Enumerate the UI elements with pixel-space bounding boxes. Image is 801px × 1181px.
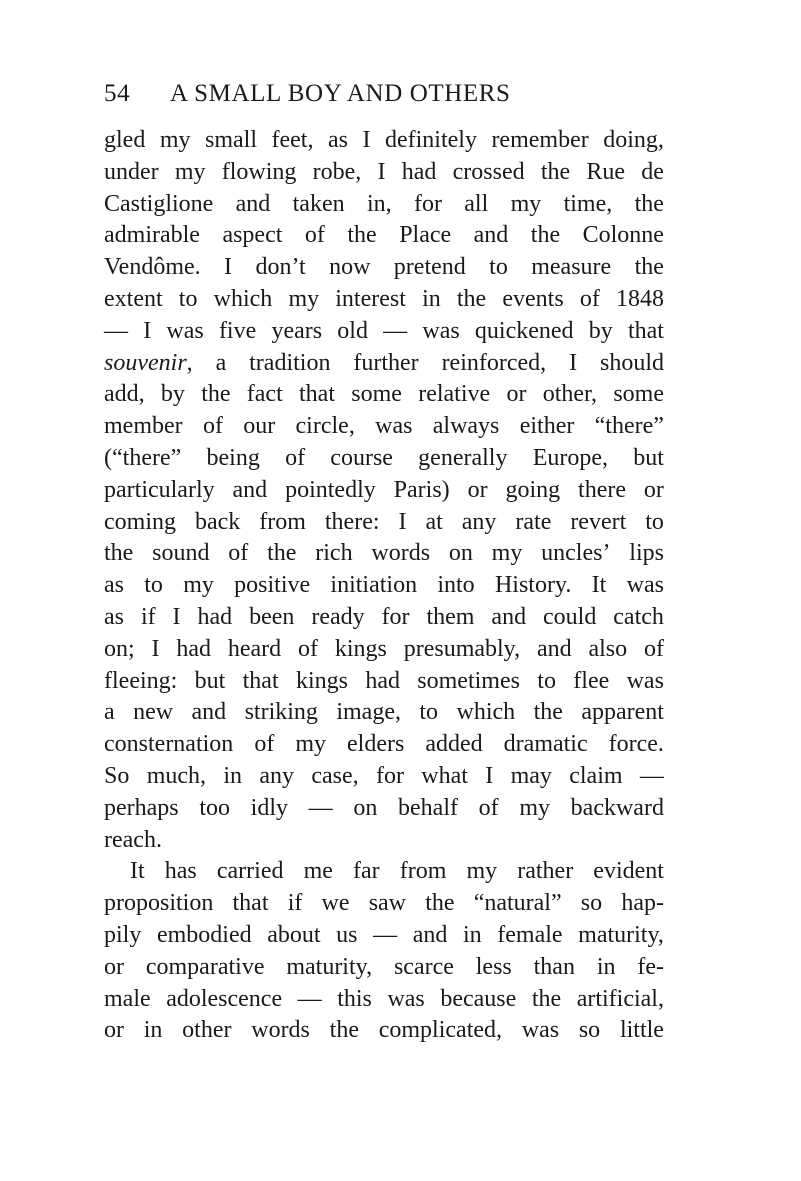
word: and xyxy=(536,635,572,662)
word: being xyxy=(206,444,260,471)
word: of xyxy=(254,731,275,758)
word: any xyxy=(259,762,294,789)
word: fact xyxy=(246,381,283,408)
word: of xyxy=(298,635,318,662)
word: by xyxy=(160,381,185,408)
word: the xyxy=(634,254,664,281)
word: and xyxy=(191,699,227,726)
word: a xyxy=(104,699,115,726)
word: reinforced, xyxy=(441,349,547,376)
word: to xyxy=(144,572,163,599)
word: I xyxy=(569,349,578,376)
word: Colonne xyxy=(582,222,664,249)
word: dramatic xyxy=(503,731,588,758)
word: also xyxy=(588,635,628,662)
word: uncles’ xyxy=(541,540,611,567)
word: perhaps xyxy=(104,794,179,821)
word: in xyxy=(596,953,616,980)
word: So xyxy=(104,762,130,789)
word: It xyxy=(591,572,607,599)
text-line xyxy=(104,284,664,316)
word: tradition xyxy=(249,349,331,376)
word: member xyxy=(104,413,183,440)
word: coming xyxy=(104,508,176,535)
word: “there” xyxy=(594,413,664,440)
page-number: 54 xyxy=(104,80,131,107)
word: scarce xyxy=(393,953,454,980)
word: saw xyxy=(368,890,407,917)
word: or xyxy=(467,476,488,503)
word: either xyxy=(519,413,575,440)
word: for xyxy=(375,762,404,789)
word: small xyxy=(205,127,257,153)
word: and xyxy=(235,190,271,217)
word: striking xyxy=(244,699,318,726)
word: five xyxy=(218,317,257,344)
word: old xyxy=(337,317,368,344)
word: evident xyxy=(593,858,664,885)
word: was xyxy=(166,317,204,344)
word: or xyxy=(104,953,124,980)
word: my xyxy=(288,285,320,312)
text-line xyxy=(104,316,664,348)
word: or xyxy=(643,476,664,503)
word: hap- xyxy=(621,890,664,917)
word: male xyxy=(104,985,151,1012)
word: I xyxy=(485,762,494,789)
word: Paris) xyxy=(393,476,450,503)
word: of xyxy=(579,285,600,312)
text-line xyxy=(104,125,664,157)
word: and xyxy=(232,476,268,503)
word: to xyxy=(537,667,556,694)
word: I xyxy=(377,158,386,185)
text-line xyxy=(104,475,664,507)
word: consternation xyxy=(104,731,234,758)
word: measure xyxy=(531,254,612,281)
text-line xyxy=(104,825,664,857)
word: ready xyxy=(311,603,365,630)
word: my xyxy=(295,731,326,758)
word: kings xyxy=(334,635,387,662)
word: had xyxy=(401,158,437,185)
word: as xyxy=(104,572,124,599)
word: there xyxy=(578,476,627,503)
word: generally xyxy=(418,444,508,471)
text-line xyxy=(104,602,664,634)
word: this xyxy=(337,985,372,1012)
word: feet, xyxy=(271,127,314,153)
word: I xyxy=(362,127,371,153)
word: Castiglione xyxy=(104,190,214,217)
word: years xyxy=(271,317,323,344)
word: was xyxy=(626,667,664,694)
text-line xyxy=(104,761,664,793)
word: words xyxy=(251,1017,310,1044)
word: to xyxy=(645,508,664,535)
text-line xyxy=(104,634,664,666)
text-line xyxy=(104,888,664,920)
word: of xyxy=(478,794,499,821)
word: to xyxy=(178,285,198,312)
text-line xyxy=(104,952,664,984)
word: for xyxy=(413,190,442,217)
word: the xyxy=(540,158,571,185)
word: catch xyxy=(613,603,664,630)
text-line xyxy=(104,920,664,952)
word: time, xyxy=(563,190,613,217)
text-line xyxy=(104,220,664,252)
word: pily xyxy=(104,921,142,948)
word: my xyxy=(510,190,542,217)
word: back xyxy=(194,508,241,535)
word: doing, xyxy=(603,127,664,153)
word: the xyxy=(267,540,297,567)
word: because xyxy=(440,985,517,1012)
word: in xyxy=(223,762,243,789)
word: under xyxy=(104,158,159,185)
word: rather xyxy=(517,858,574,885)
word: too xyxy=(199,794,230,821)
word: that xyxy=(242,667,279,694)
word: proposition xyxy=(104,890,214,917)
word: Vendôme. xyxy=(104,254,201,281)
word: less xyxy=(475,953,512,980)
word: other xyxy=(182,1017,232,1044)
word: that xyxy=(232,890,269,917)
word: should xyxy=(599,349,664,376)
word: my xyxy=(183,572,214,599)
word: pretend xyxy=(393,254,466,281)
word: reach. xyxy=(104,826,162,853)
word: image, xyxy=(336,699,401,726)
word: kings xyxy=(295,667,348,694)
word: me xyxy=(303,858,333,885)
word: was xyxy=(521,1017,560,1044)
word: of xyxy=(202,413,223,440)
word: than xyxy=(533,953,575,980)
word: presumably, xyxy=(403,635,521,662)
word: little xyxy=(619,1017,664,1044)
text-line xyxy=(104,252,664,284)
word: or xyxy=(506,381,527,408)
word: some xyxy=(613,381,664,408)
word: don’t xyxy=(255,254,306,281)
word: gled xyxy=(104,127,146,153)
word: case, xyxy=(311,762,359,789)
word: now xyxy=(329,254,371,281)
word: comparative xyxy=(145,953,265,980)
word: the xyxy=(201,381,231,408)
word: the xyxy=(347,222,377,249)
word: fe- xyxy=(637,953,664,980)
word: flowing xyxy=(221,158,297,185)
word: definitely xyxy=(384,127,477,153)
word: the xyxy=(456,285,487,312)
word: at xyxy=(425,508,443,535)
word: — xyxy=(383,317,408,344)
word: complicated, xyxy=(378,1017,503,1044)
word: had xyxy=(197,603,233,630)
word: and xyxy=(473,222,509,249)
word: relative xyxy=(418,381,491,408)
word: circle, xyxy=(295,413,355,440)
word: was xyxy=(375,413,413,440)
word: far xyxy=(352,858,380,885)
word: I xyxy=(143,317,152,344)
word: of xyxy=(228,540,249,567)
word: maturity, xyxy=(578,921,664,948)
word: that xyxy=(299,381,336,408)
word: events xyxy=(502,285,564,312)
text-line xyxy=(104,538,664,570)
word: and xyxy=(412,921,448,948)
word: has xyxy=(164,858,197,885)
word: add, xyxy=(104,381,145,408)
word: may xyxy=(510,762,552,789)
word: my xyxy=(174,158,206,185)
running-title: A SMALL BOY AND OTHERS xyxy=(170,80,511,107)
word: I xyxy=(224,254,233,281)
text-line xyxy=(104,443,664,475)
word: the xyxy=(425,890,455,917)
word: crossed xyxy=(452,158,525,185)
word: so xyxy=(580,890,603,917)
word: of xyxy=(304,222,325,249)
word: Place xyxy=(399,222,452,249)
word: robe, xyxy=(312,158,362,185)
word: or xyxy=(104,1017,124,1044)
word: behalf xyxy=(398,794,458,821)
word: the xyxy=(104,540,134,567)
word: but xyxy=(194,667,226,694)
word: maturity, xyxy=(286,953,373,980)
word: of xyxy=(285,444,306,471)
word: which xyxy=(456,699,516,726)
word: in xyxy=(462,921,482,948)
word: revert xyxy=(570,508,627,535)
word: the xyxy=(329,1017,359,1044)
word: rich xyxy=(315,540,353,567)
word: idly xyxy=(250,794,288,821)
text-line xyxy=(104,697,664,729)
word: us xyxy=(336,921,358,948)
word: taken xyxy=(292,190,345,217)
word: apparent xyxy=(581,699,664,726)
running-head xyxy=(104,80,664,116)
word: in xyxy=(422,285,441,312)
text-line xyxy=(104,411,664,443)
word: adolescence xyxy=(166,985,283,1012)
word: in xyxy=(143,1017,163,1044)
word: about xyxy=(267,921,321,948)
word: by xyxy=(588,317,613,344)
word: was xyxy=(422,317,460,344)
word: I xyxy=(151,635,160,662)
word: into xyxy=(437,572,475,599)
word: “natural” xyxy=(473,890,562,917)
word: but xyxy=(633,444,664,471)
word: artificial, xyxy=(576,985,664,1012)
word: could xyxy=(543,603,597,630)
word: that xyxy=(627,317,664,344)
word: there: xyxy=(324,508,380,535)
word: always xyxy=(432,413,500,440)
word: them xyxy=(426,603,475,630)
word: words xyxy=(371,540,431,567)
word: which xyxy=(213,285,273,312)
word: on xyxy=(448,540,473,567)
word: flee xyxy=(573,667,610,694)
word: any xyxy=(461,508,497,535)
word: on xyxy=(353,794,378,821)
word: in, xyxy=(366,190,392,217)
word: had xyxy=(176,635,212,662)
word: the xyxy=(533,699,563,726)
word: the xyxy=(531,985,562,1012)
word: backward xyxy=(570,794,664,821)
word: so xyxy=(578,1017,601,1044)
word: sometimes xyxy=(417,667,520,694)
word: lips xyxy=(629,540,664,567)
word: — xyxy=(308,794,333,821)
word: much, xyxy=(146,762,207,789)
word: extent xyxy=(104,285,163,312)
word: my xyxy=(466,858,498,885)
word: particularly xyxy=(104,476,215,503)
word: added xyxy=(425,731,483,758)
word: our xyxy=(243,413,276,440)
text-line xyxy=(104,984,664,1016)
word: all xyxy=(464,190,489,217)
text-line xyxy=(104,379,664,411)
word: course xyxy=(330,444,393,471)
text-line xyxy=(104,1015,664,1047)
word: and xyxy=(491,603,527,630)
text-line xyxy=(104,666,664,698)
word: been xyxy=(249,603,295,630)
text-line xyxy=(104,348,664,380)
word: interest xyxy=(335,285,406,312)
word: to xyxy=(489,254,508,281)
word: a xyxy=(215,349,227,376)
word: carried xyxy=(216,858,284,885)
word: if xyxy=(287,890,303,917)
text-line xyxy=(104,157,664,189)
word: force. xyxy=(608,731,664,758)
word: de xyxy=(641,158,664,185)
word: new xyxy=(133,699,174,726)
word: as xyxy=(104,603,124,630)
word: was xyxy=(387,985,425,1012)
word: positive xyxy=(234,572,311,599)
word: what xyxy=(421,762,468,789)
word: remember xyxy=(491,127,589,153)
word: for xyxy=(381,603,410,630)
word: quickened xyxy=(474,317,574,344)
word: embodied xyxy=(156,921,252,948)
word: to xyxy=(419,699,439,726)
word: rate xyxy=(515,508,552,535)
word: I xyxy=(398,508,407,535)
word: of xyxy=(643,635,664,662)
word: History. xyxy=(494,572,572,599)
word: elders xyxy=(347,731,405,758)
word: my xyxy=(159,127,191,153)
word: I xyxy=(172,603,181,630)
paragraph xyxy=(104,856,664,1047)
word: on; xyxy=(104,635,135,662)
word: claim xyxy=(569,762,623,789)
word: heard xyxy=(227,635,282,662)
word: as xyxy=(327,127,348,153)
text-line xyxy=(104,189,664,221)
text-line xyxy=(104,793,664,825)
word: from xyxy=(399,858,447,885)
word: my xyxy=(491,540,523,567)
word: — xyxy=(373,921,398,948)
word: (“there” xyxy=(104,444,182,471)
word: — xyxy=(297,985,322,1012)
word: my xyxy=(519,794,550,821)
word: some xyxy=(351,381,402,408)
paragraph xyxy=(104,125,664,856)
word: pointedly xyxy=(285,476,376,503)
word: Rue xyxy=(586,158,626,185)
word: fleeing: xyxy=(104,667,178,694)
text-line xyxy=(104,856,664,888)
word: — xyxy=(639,762,664,789)
word: if xyxy=(140,603,156,630)
word: — xyxy=(104,317,128,344)
text-line xyxy=(104,729,664,761)
word: It xyxy=(130,858,145,885)
text-line xyxy=(104,507,664,539)
word: female xyxy=(497,921,563,948)
word: other, xyxy=(542,381,598,408)
word: sound xyxy=(152,540,210,567)
word: we xyxy=(321,890,350,917)
word: going xyxy=(505,476,561,503)
word: from xyxy=(259,508,306,535)
text-line xyxy=(104,570,664,602)
word: souvenir, xyxy=(104,349,193,376)
word: further xyxy=(353,349,419,376)
word: the xyxy=(634,190,664,217)
word: Europe, xyxy=(532,444,609,471)
word: initiation xyxy=(330,572,418,599)
word: the xyxy=(530,222,561,249)
word: admirable xyxy=(104,222,200,249)
word: had xyxy=(365,667,400,694)
word: aspect xyxy=(222,222,283,249)
word: 1848 xyxy=(616,285,664,312)
word: was xyxy=(626,572,664,599)
body-text xyxy=(104,125,664,1047)
